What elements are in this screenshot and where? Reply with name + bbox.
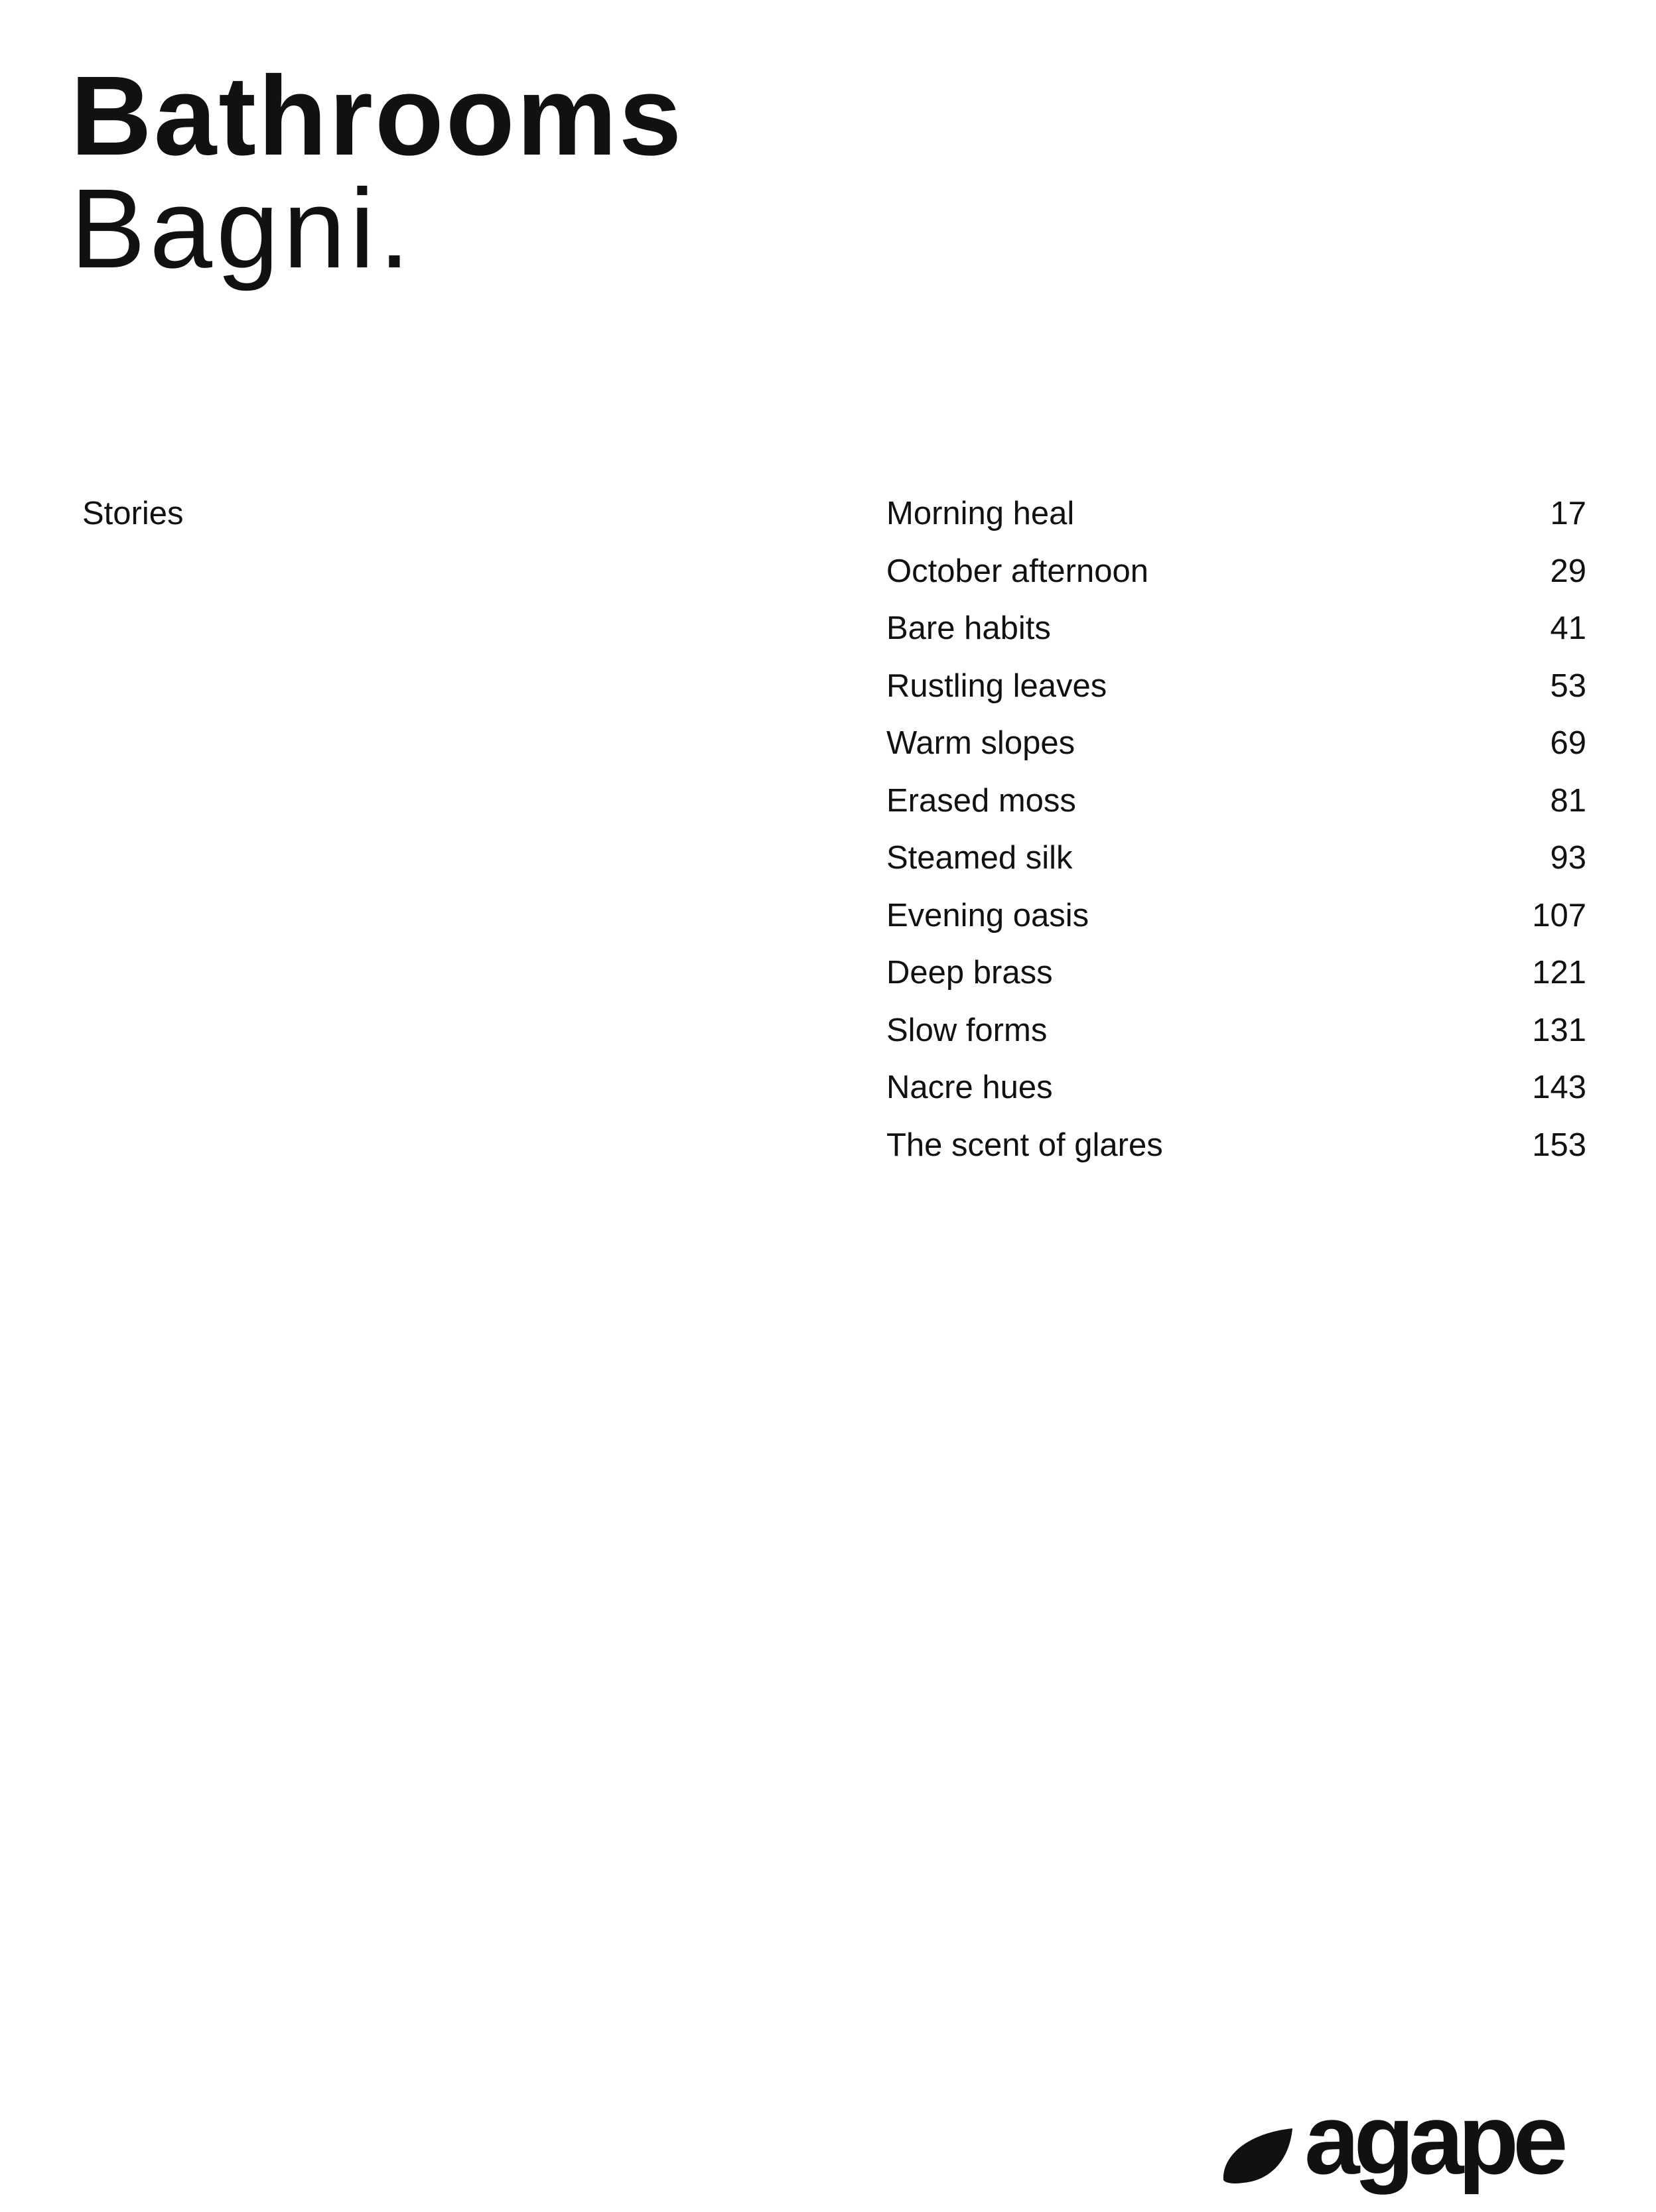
toc-item-title: Erased moss [886, 782, 1076, 819]
toc-item-title: Nacre hues [886, 1070, 1053, 1105]
toc-item[interactable] [886, 781, 1586, 839]
toc-item-page: 81 [1550, 782, 1586, 819]
toc-item-page: 41 [1550, 610, 1586, 646]
toc-item[interactable] [886, 551, 1586, 609]
table-of-contents [886, 494, 1586, 1182]
toc-item[interactable] [886, 723, 1586, 781]
toc-item[interactable] [886, 838, 1586, 896]
title-english: Bathrooms [70, 53, 684, 179]
toc-item-page: 107 [1532, 897, 1586, 933]
toc-item-title: Deep brass [886, 955, 1053, 991]
toc-item[interactable] [886, 608, 1586, 666]
toc-item-page: 93 [1550, 840, 1586, 876]
toc-item[interactable] [886, 896, 1586, 953]
page-title [70, 53, 684, 292]
toc-item[interactable] [886, 1068, 1586, 1125]
section-label-stories: Stories [82, 496, 184, 531]
toc-item-title: Morning heal [886, 496, 1075, 531]
toc-item-page: 69 [1550, 725, 1586, 761]
toc-item[interactable] [886, 494, 1586, 551]
toc-item[interactable] [886, 1010, 1586, 1068]
toc-item-page: 17 [1550, 496, 1586, 531]
title-italian: Bagni. [70, 166, 415, 292]
toc-item-page: 153 [1532, 1127, 1586, 1163]
toc-item-page: 53 [1550, 667, 1586, 704]
toc-item-title: Evening oasis [886, 897, 1089, 933]
toc-item-title: Steamed silk [886, 840, 1073, 876]
toc-item[interactable] [886, 953, 1586, 1010]
toc-item-title: October afternoon [886, 553, 1148, 589]
toc-item-page: 131 [1532, 1012, 1586, 1048]
agape-leaf-icon [1223, 2128, 1292, 2183]
toc-item-title: Rustling leaves [886, 667, 1107, 704]
toc-item[interactable] [886, 1125, 1586, 1183]
toc-item-page: 29 [1550, 553, 1586, 589]
toc-item-title: Bare habits [886, 610, 1051, 646]
toc-item-title: Warm slopes [886, 725, 1075, 761]
agape-logo [1221, 2102, 1592, 2195]
toc-item-title: Slow forms [886, 1012, 1048, 1048]
toc-item-page: 121 [1532, 955, 1586, 991]
toc-item-title: The scent of glares [886, 1127, 1163, 1163]
toc-item-page: 143 [1532, 1070, 1586, 1105]
logo-wordmark: agape [1304, 2102, 1562, 2195]
toc-item[interactable] [886, 666, 1586, 724]
